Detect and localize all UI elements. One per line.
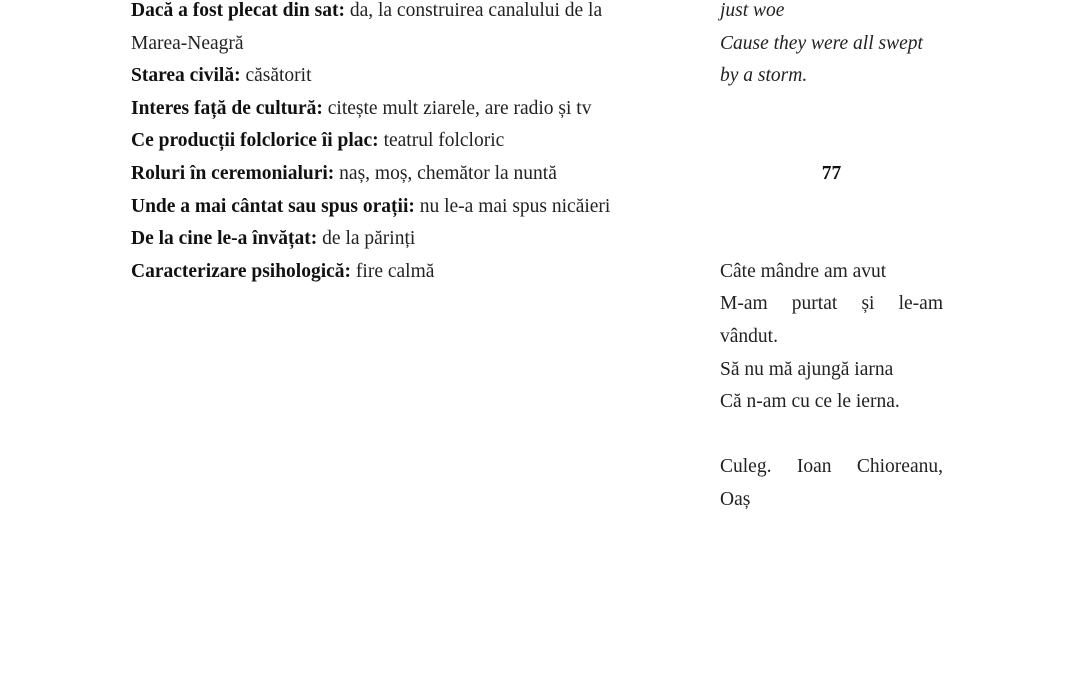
field-value: citește mult ziarele, are radio și tv — [322, 97, 592, 119]
field-line-cultural-interest — [131, 93, 671, 126]
spacer — [720, 125, 943, 158]
field-label: Unde a mai cântat sau spus orații: — [131, 195, 415, 217]
field-line-civil-status — [131, 60, 671, 93]
poem-line: Să nu mă ajungă iarna — [720, 358, 894, 380]
field-value: naș, moș, chemător la nuntă — [334, 162, 557, 184]
field-value: da, la construirea canalului de la — [344, 0, 603, 21]
field-label: Caracterizare psihologică: — [131, 260, 352, 282]
field-value: fire calmă — [351, 260, 435, 282]
field-label: Dacă a fost plecat din sat: — [131, 0, 345, 21]
translation-line: just woe — [720, 0, 785, 21]
field-line-other-performances — [131, 191, 671, 224]
field-value: teatrul folcloric — [378, 130, 505, 152]
field-label: Interes față de cultură: — [131, 97, 323, 119]
poem-line: Că n-am cu ce le ierna. — [720, 391, 900, 413]
field-label: Starea civilă: — [131, 65, 241, 87]
field-line-ceremonial-roles — [131, 158, 671, 191]
poem-line: vândut. — [720, 325, 778, 347]
field-value: nu le-a mai spus nicăieri — [414, 195, 611, 217]
spacer — [720, 191, 943, 224]
field-value: Marea-Neagră — [131, 32, 244, 54]
spacer — [720, 223, 943, 256]
field-label: De la cine le-a învățat: — [131, 228, 318, 250]
field-line-left-village — [131, 0, 671, 28]
field-line-psychological-profile — [131, 256, 671, 289]
field-line-learned-from — [131, 223, 671, 256]
poem-number: 77 — [821, 162, 842, 184]
field-value: căsătorit — [240, 65, 312, 87]
spacer — [720, 419, 943, 452]
spacer — [720, 93, 943, 126]
translation-line: by a storm. — [720, 65, 808, 87]
informant-details — [131, 0, 671, 288]
field-line-left-village-cont — [131, 28, 671, 61]
collector-line: Culeg. Ioan Chioreanu, — [720, 456, 943, 478]
field-value: de la părinți — [317, 228, 416, 250]
translation-line: Cause they were all swept — [720, 32, 923, 54]
collector-line: Oaș — [720, 488, 751, 510]
poem-line: Câte mândre am avut — [720, 260, 887, 282]
poem-column — [720, 0, 943, 517]
field-label: Roluri în ceremonialuri: — [131, 162, 335, 184]
field-line-folklore-preferences — [131, 125, 671, 158]
field-label: Ce producții folclorice îi plac: — [131, 130, 379, 152]
poem-line: M-am purtat și le-am — [720, 293, 943, 315]
